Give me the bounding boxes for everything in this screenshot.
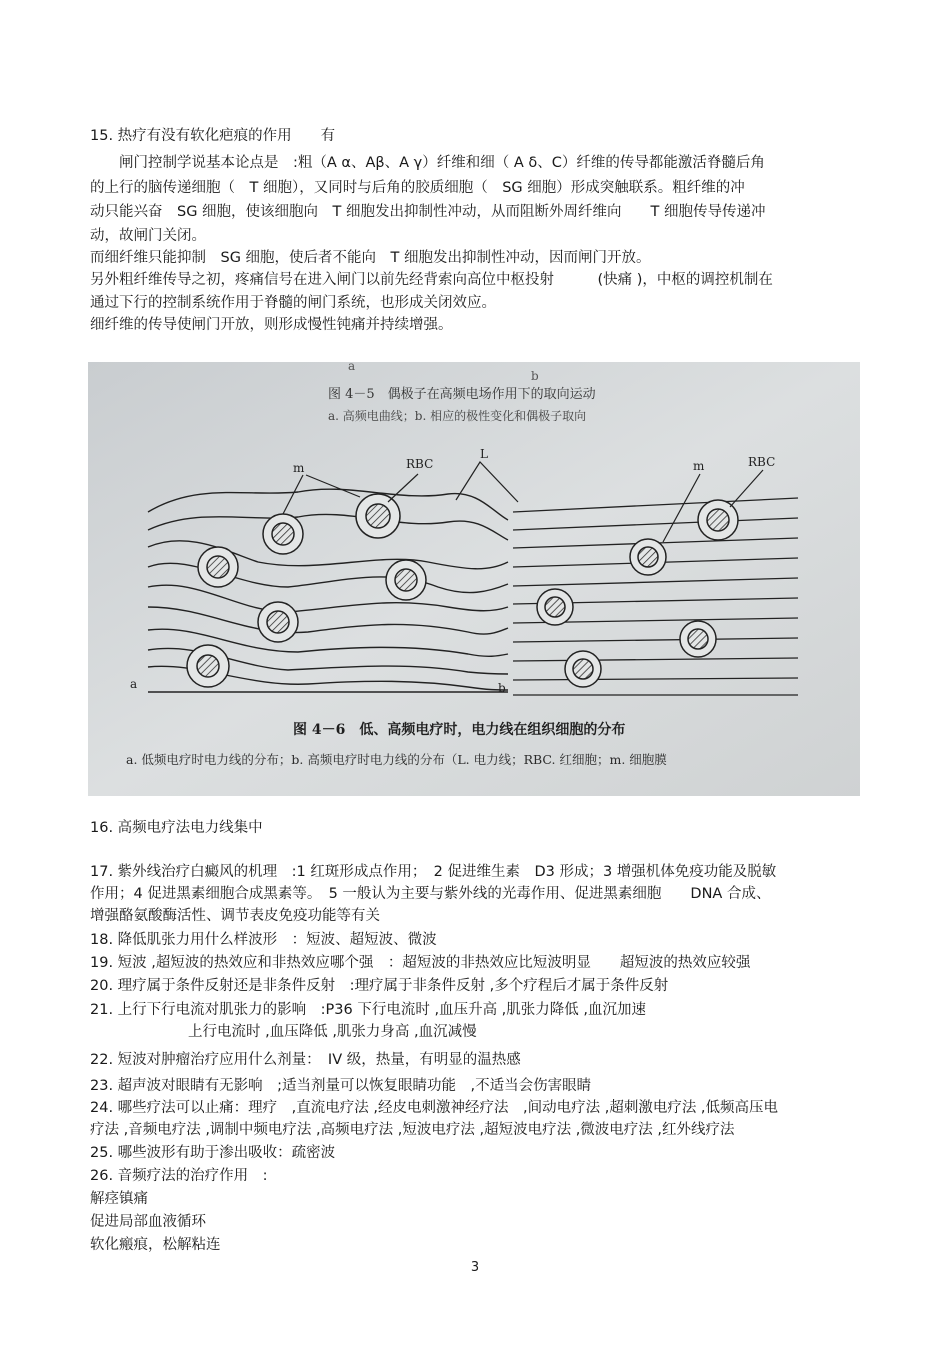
figure-4-5-title: 图 4－5 偶极子在高频电场作用下的取向运动 [328,387,596,402]
rbc-nucleus [207,556,229,578]
gate-theory-line-3: 动只能兴奋 SG 细胞，使该细胞向 T 细胞发出抑制性冲动，从而阻断外周纤维向 T 细胞传导传递冲 [90,204,766,220]
rbc-nucleus [366,504,390,528]
question-17-line-2: 作用；4 促进黑素细胞合成黑素等。 5 一般认为主要与紫外线的光毒作用、促进黑素细胞 DNA 合成、 [90,886,771,902]
question-19: 19. 短波 ,超短波的热效应和非热效应哪个强 ：超短波的非热效应比短波明显 超短波的热效应较强 [90,955,751,971]
rbc-nucleus [197,655,219,677]
label-b: b [498,681,506,695]
question-16: 16. 高频电疗法电力线集中 [90,820,263,836]
gate-theory-line-5: 而细纤维只能抑制 SG 细胞，使后者不能向 T 细胞发出抑制性冲动，因而闸门开放。 [90,250,651,266]
rbc-nucleus [545,597,565,617]
label-rbc-left: RBC [406,457,434,471]
figure-4-5-subtitle: a. 高频电曲线；b. 相应的极性变化和偶极子取向 [328,409,587,423]
gate-theory-line-7: 通过下行的控制系统作用于脊髓的闸门系统，也形成关闭效应。 [90,295,496,311]
rbc-nucleus [573,659,593,679]
question-25: 25. 哪些波形有助于渗出吸收：疏密波 [90,1145,336,1161]
page-number: 3 [470,1260,480,1275]
figure-4-6-subtitle: a. 低频电疗时电力线的分布；b. 高频电疗时电力线的分布（L. 电力线；RBC. 红细胞；m. 细胞膜 [126,752,667,767]
question-15: 15. 热疗有没有软化疤痕的作用 有 [90,128,336,144]
top-label-a: a [348,362,356,373]
gate-theory-line-1: 闸门控制学说基本论点是 :粗（A α、Aβ、A γ）纤维和细（ A δ、C）纤维的传导都能激活脊髓后角 [90,155,765,171]
label-m-left: m [293,461,305,475]
question-17-line-3: 增强酪氨酸酶活性、调节表皮免疫功能等有关 [90,908,380,924]
rbc-nucleus [707,509,729,531]
question-26-item-2: 促进局部血液循环 [90,1214,206,1230]
question-26-item-3: 软化瘢痕，松解粘连 [90,1237,221,1253]
question-26-item-1: 解痉镇痛 [90,1191,148,1207]
question-24-line-2: 疗法 ,音频电疗法 ,调制中频电疗法 ,高频电疗法 ,短波电疗法 ,超短波电疗法 ,微波电疗法 ,红外线疗法 [90,1122,735,1138]
question-26: 26. 音频疗法的治疗作用 : [90,1168,268,1184]
question-22: 22. 短波对肿瘤治疗应用什么剂量： IV 级，热量，有明显的温热感 [90,1052,521,1068]
rbc-nucleus [638,547,658,567]
gate-theory-line-4: 动，故闸门关闭。 [90,228,206,244]
question-18: 18. 降低肌张力用什么样波形 ：短波、超短波、微波 [90,932,437,948]
label-m-right: m [693,459,705,473]
label-rbc-right: RBC [748,455,776,469]
question-21-line-2: 上行电流时 ,血压降低 ,肌张力身高 ,血沉减慢 [188,1024,477,1040]
rbc-nucleus [688,629,708,649]
rbc-nucleus [267,611,289,633]
textbook-photo-figure [88,362,860,796]
gate-theory-line-8: 细纤维的传导使闸门开放，则形成慢性钝痛并持续增强。 [90,317,453,333]
question-21-line-1: 21. 上行下行电流对肌张力的影响 :P36 下行电流时 ,血压升高 ,肌张力降低 ,血沉加速 [90,1002,647,1018]
gate-theory-line-2: 的上行的脑传递细胞（ T 细胞），又同时与后角的胶质细胞（ SG 细胞）形成突触联系。粗纤维的冲 [90,180,745,196]
label-L: L [480,447,488,461]
label-a: a [130,677,138,691]
question-17-line-1: 17. 紫外线治疗白癜风的机理 :1 红斑形成点作用； 2 促进维生素 D3 形成；3 增强机体免疫功能及脱敏 [90,864,777,880]
rbc-nucleus [272,523,294,545]
rbc-nucleus [395,569,417,591]
top-label-b: b [531,369,539,383]
question-23: 23. 超声波对眼睛有无影响 ;适当剂量可以恢复眼睛功能 ,不适当会伤害眼睛 [90,1078,592,1094]
question-20: 20. 理疗属于条件反射还是非条件反射 :理疗属于非条件反射 ,多个疗程后才属于条件反射 [90,978,669,994]
question-24-line-1: 24. 哪些疗法可以止痛：理疗 ,直流电疗法 ,经皮电刺激神经疗法 ,间动电疗法 ,超刺激电疗法 ,低频高压电 [90,1100,779,1116]
figure-4-6-title: 图 4－6 低、高频电疗时，电力线在组织细胞的分布 [293,722,626,738]
gate-theory-line-6: 另外粗纤维传导之初，疼痛信号在进入闸门以前先经背索向高位中枢投射 (快痛 )，中枢的调控机制在 [90,272,773,288]
